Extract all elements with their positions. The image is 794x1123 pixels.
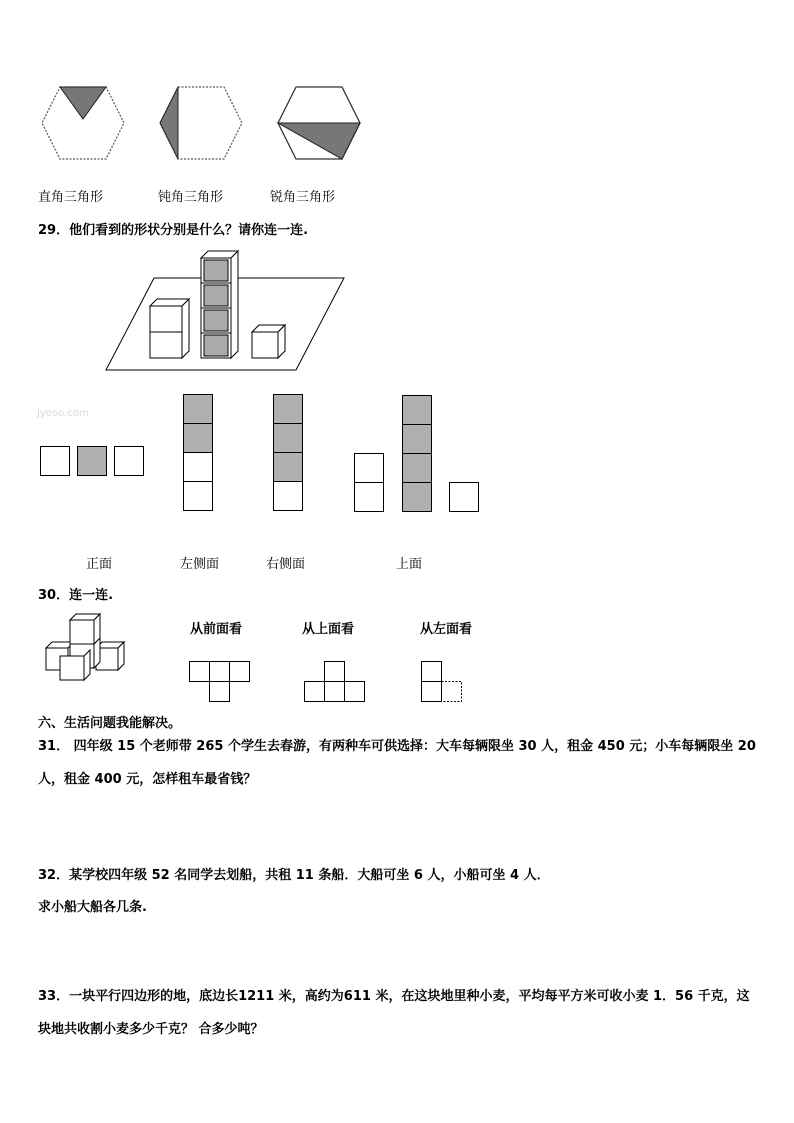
- q29-view-option-2: [183, 394, 213, 512]
- hexagon-right-triangle-figure: [38, 85, 128, 161]
- hexagon-obtuse-triangle-figure: [156, 85, 246, 161]
- q30-cube-figure: [42, 614, 126, 684]
- q32-line2: 求小船大船各几条.: [38, 900, 147, 915]
- q29-label-right: 右侧面: [266, 557, 306, 572]
- q29-label-top: 上面: [396, 557, 423, 572]
- q29-title: 29．他们看到的形状分别是什么？请你连一连.: [38, 223, 309, 238]
- q29-label-front: 正面: [86, 557, 113, 572]
- q29-view-option-3: [273, 394, 303, 512]
- q31-text: 31． 四年级 15 个老师带 265 个学生去春游，有两种车可供选择：大车每辆限坐 30 人，租金 450 元；小车每辆限坐 20 人，租金 400 元，怎样租车最省钱？: [38, 739, 756, 787]
- q30-title: 30．连一连.: [38, 588, 114, 603]
- q29-label-left: 左侧面: [180, 557, 220, 572]
- watermark: Jyeoo.com: [37, 408, 89, 419]
- q30-view-option-1: [189, 661, 251, 703]
- label-right-triangle: 直角三角形: [38, 190, 104, 205]
- q30-view-option-2: [304, 661, 366, 703]
- q29-view-option-4: [354, 395, 480, 513]
- q30-view-option-3: [421, 661, 465, 703]
- q33-text: 33．一块平行四边形的地，底边长1211 米，高约为611 米，在这块地里种小麦，平均每平方米可收小麦 1．56 千克，这块地共收割小麦多少千克？ 合多少吨？: [38, 989, 750, 1037]
- q29-view-option-1: [40, 446, 144, 476]
- q30-label-top: 从上面看: [302, 622, 355, 637]
- q32-line1: 32．某学校四年级 52 名同学去划船，共租 11 条船．大船可坐 6 人，小船可坐 4 人．: [38, 868, 550, 883]
- label-acute-triangle: 锐角三角形: [270, 190, 336, 205]
- section6-title: 六、生活问题我能解决。: [38, 716, 182, 731]
- q30-label-front: 从前面看: [190, 622, 243, 637]
- q29-cube-arrangement-figure: [104, 248, 346, 372]
- q30-label-left: 从左面看: [420, 622, 473, 637]
- label-obtuse-triangle: 钝角三角形: [158, 190, 224, 205]
- hexagon-acute-triangle-figure: [274, 85, 364, 161]
